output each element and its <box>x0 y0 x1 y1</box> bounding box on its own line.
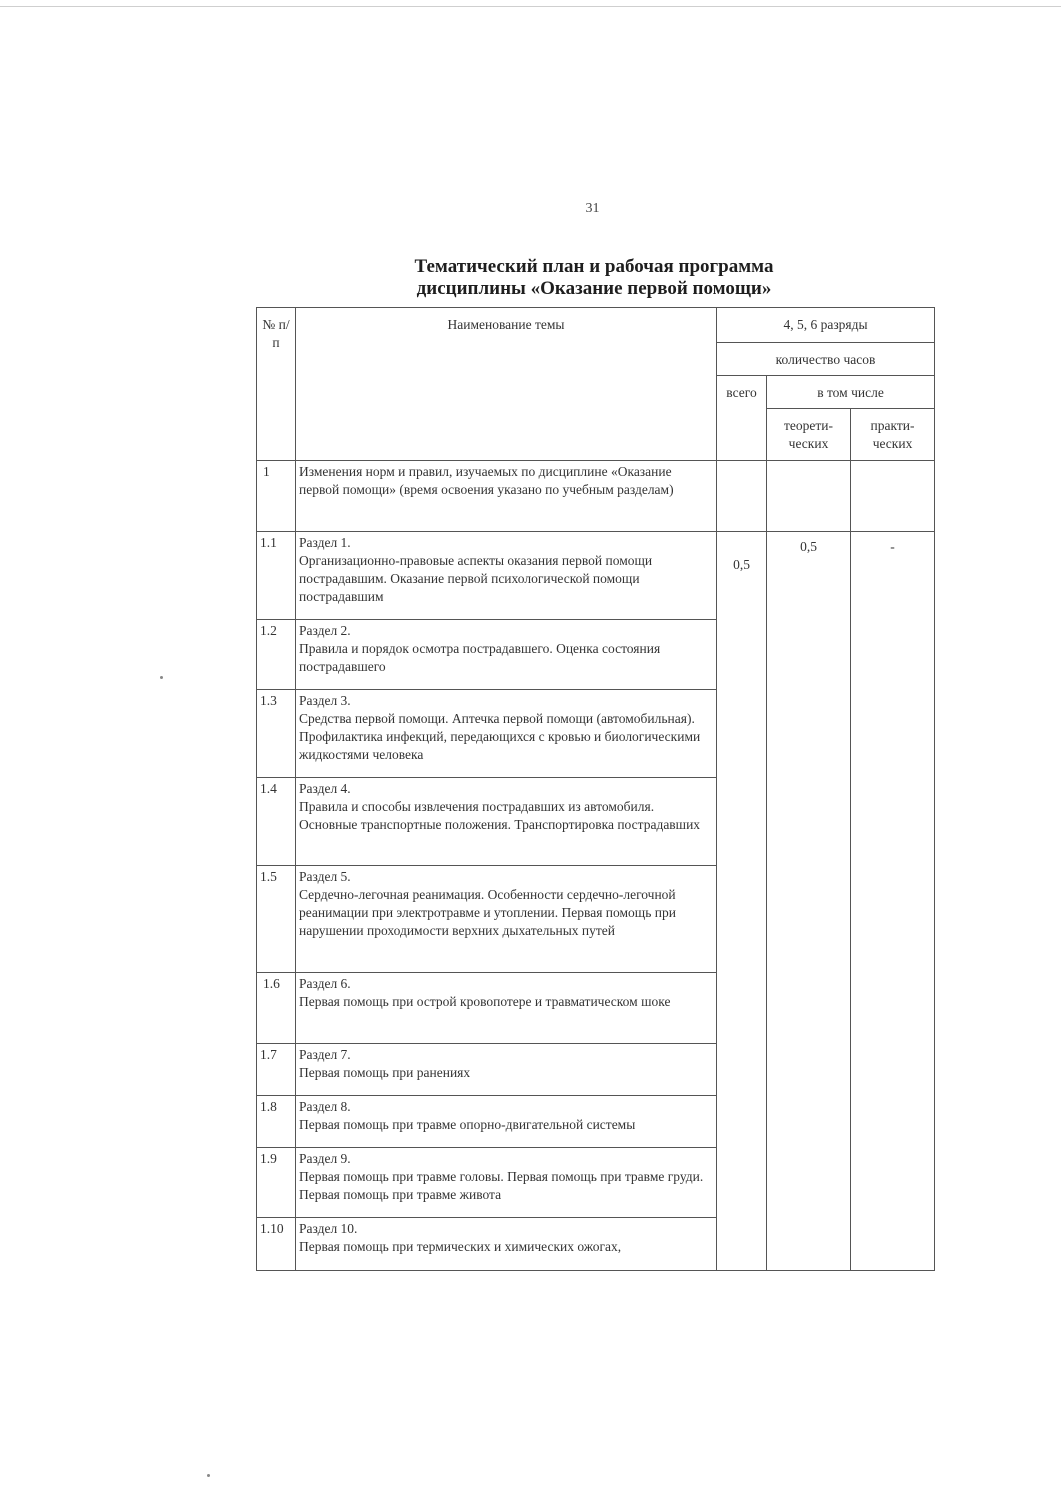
scan-speck <box>160 676 163 679</box>
row-total-cell <box>717 461 767 532</box>
header-grades: 4, 5, 6 разряды <box>717 308 935 343</box>
row-section: Раздел 2. <box>299 623 351 638</box>
row-number: 1.10 <box>257 1218 296 1271</box>
row-section: Раздел 7. <box>299 1047 351 1062</box>
row-number: 1.5 <box>257 866 296 973</box>
row-topic: Средства первой помощи. Аптечка первой помощи (автомобильная). Профилактика инфекций, передающихся с кровью и биологическими жидкостями человека <box>299 711 701 762</box>
row-topic: Организационно-правовые аспекты оказания первой помощи пострадавшим. Оказание первой психологической помощи пострадавшим <box>299 553 653 604</box>
row-number: 1.8 <box>257 1096 296 1148</box>
row-number: 1.4 <box>257 778 296 866</box>
row-topic: Первая помощь при травме головы. Первая помощь при травме груди. Первая помощь при травме живота <box>299 1169 704 1202</box>
value-theory: 0,5 <box>767 532 851 1271</box>
value-practice: - <box>851 532 935 1271</box>
row-number: 1.3 <box>257 690 296 778</box>
row-section: Раздел 9. <box>299 1151 351 1166</box>
header-number: № п/п <box>257 308 296 461</box>
header-theory: теорети-ческих <box>767 409 851 461</box>
header-including: в том числе <box>767 376 935 409</box>
row-practice-cell <box>851 461 935 532</box>
row-topic: Сердечно-легочная реанимация. Особенности сердечно-легочной реанимации при электротравме и утоплении. Первая помощь при нарушении проходимости верхних дыхательных путей <box>299 887 676 938</box>
header-practice: практи-ческих <box>851 409 935 461</box>
title-line-1: Тематический план и рабочая программа <box>414 256 774 277</box>
header-hours: количество часов <box>717 343 935 376</box>
row-topic: Первая помощь при острой кровопотере и травматическом шоке <box>299 994 671 1009</box>
row-section: Раздел 1. <box>299 535 351 550</box>
header-total: всего <box>717 376 767 461</box>
scan-speck <box>207 1474 210 1477</box>
document-title <box>256 256 932 300</box>
row-number: 1.1 <box>257 532 296 620</box>
row-number: 1.9 <box>257 1148 296 1218</box>
row-number: 1.7 <box>257 1044 296 1096</box>
row-section: Раздел 6. <box>299 976 351 991</box>
row-section: Раздел 5. <box>299 869 351 884</box>
row-section: Раздел 4. <box>299 781 351 796</box>
row-section: Раздел 10. <box>299 1221 358 1236</box>
page-number: 31 <box>585 201 600 216</box>
row-number: 1 <box>257 461 296 532</box>
thematic-plan-table <box>256 307 935 1271</box>
row-topic: Первая помощь при травме опорно-двигательной системы <box>299 1117 636 1132</box>
row-topic: Правила и способы извлечения пострадавших из автомобиля. Основные транспортные положения. Транспортировка пострадавших <box>299 799 701 832</box>
row-topic: Правила и порядок осмотра пострадавшего. Оценка состояния пострадавшего <box>299 641 661 674</box>
table-row <box>257 532 935 620</box>
row-topic: Первая помощь при термических и химических ожогах, <box>299 1239 622 1254</box>
row-section: Раздел 8. <box>299 1099 351 1114</box>
row-theory-cell <box>767 461 851 532</box>
value-total: 0,5 <box>717 532 767 1271</box>
row-section: Раздел 3. <box>299 693 351 708</box>
row-topic: Изменения норм и правил, изучаемых по дисциплине «Оказание первой помощи» (время освоения указано по учебным разделам) <box>296 461 717 532</box>
row-number: 1.6 <box>257 973 296 1044</box>
row-topic: Первая помощь при ранениях <box>299 1065 471 1080</box>
title-line-2: дисциплины «Оказание первой помощи» <box>416 278 772 299</box>
header-topic-name: Наименование темы <box>296 308 717 461</box>
table-row <box>257 461 935 532</box>
scan-edge <box>0 6 1061 7</box>
row-number: 1.2 <box>257 620 296 690</box>
